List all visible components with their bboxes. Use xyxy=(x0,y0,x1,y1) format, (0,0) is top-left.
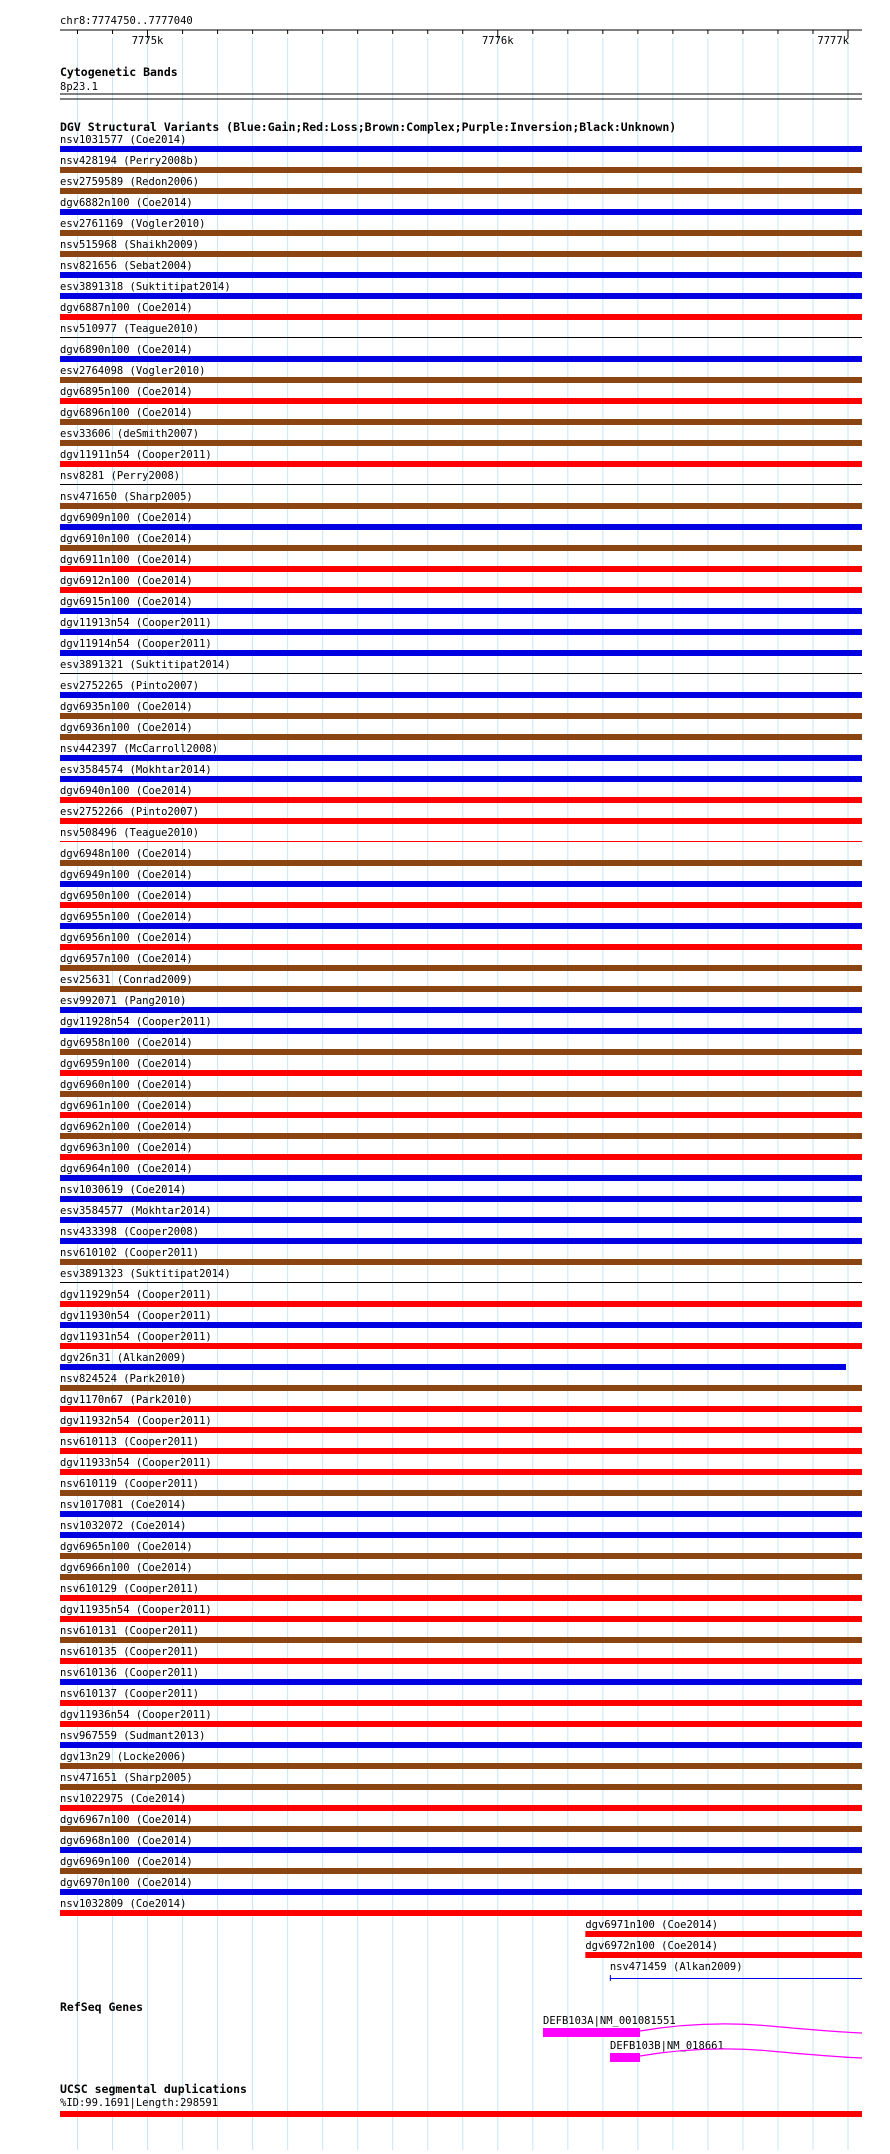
dgv-feature-bar[interactable] xyxy=(60,734,862,740)
dgv-feature-bar[interactable] xyxy=(60,503,862,509)
dgv-feature-label: dgv6958n100 (Coe2014) xyxy=(60,1037,193,1049)
dgv-feature-label: dgv6948n100 (Coe2014) xyxy=(60,848,193,860)
dgv-feature-bar[interactable] xyxy=(60,1574,862,1580)
dgv-feature-label: nsv610135 (Cooper2011) xyxy=(60,1646,200,1658)
dgv-feature-bar[interactable] xyxy=(585,1952,862,1958)
dgv-feature-bar[interactable] xyxy=(60,1217,862,1223)
dgv-feature-label: dgv6882n100 (Coe2014) xyxy=(60,197,193,209)
dgv-feature-label: nsv471651 (Sharp2005) xyxy=(60,1772,193,1784)
dgv-feature-bar[interactable] xyxy=(60,1196,862,1202)
dgv-feature-bar[interactable] xyxy=(60,293,862,299)
gene-exon-defb103a[interactable] xyxy=(543,2028,640,2037)
dgv-feature-bar[interactable] xyxy=(60,1385,862,1391)
cytoband-track xyxy=(60,65,862,99)
gene-exon-defb103b[interactable] xyxy=(610,2053,640,2062)
dgv-feature-bar[interactable] xyxy=(60,755,862,761)
dgv-feature-label: dgv6972n100 (Coe2014) xyxy=(585,1940,719,1952)
dgv-feature-bar[interactable] xyxy=(60,713,862,719)
dgv-feature-label: nsv1017081 (Coe2014) xyxy=(60,1499,187,1511)
dgv-feature-label: nsv1032072 (Coe2014) xyxy=(60,1520,187,1532)
dgv-feature-bar[interactable] xyxy=(60,1448,862,1454)
dgv-feature-bar[interactable] xyxy=(60,1511,862,1517)
dgv-feature-bar[interactable] xyxy=(60,1070,862,1076)
dgv-feature-label: dgv6968n100 (Coe2014) xyxy=(60,1835,193,1847)
dgv-feature-label: nsv442397 (McCarroll2008) xyxy=(60,743,219,755)
segdup-feature-label: %ID:99.1691|Length:298591 xyxy=(60,2097,219,2109)
dgv-feature-bar[interactable] xyxy=(60,986,862,992)
dgv-feature-bar[interactable] xyxy=(60,188,862,194)
cytoband-title: Cytogenetic Bands xyxy=(60,65,178,79)
dgv-feature-bar[interactable] xyxy=(60,356,862,362)
dgv-feature-label: nsv508496 (Teague2010) xyxy=(60,827,200,839)
dgv-feature-label: nsv610113 (Cooper2011) xyxy=(60,1436,200,1448)
dgv-feature-label: dgv6940n100 (Coe2014) xyxy=(60,785,193,797)
dgv-feature-label: dgv6956n100 (Coe2014) xyxy=(60,932,193,944)
dgv-feature-bar[interactable] xyxy=(60,337,862,338)
dgv-feature-label: dgv6961n100 (Coe2014) xyxy=(60,1100,193,1112)
dgv-feature-label: dgv6909n100 (Coe2014) xyxy=(60,512,193,524)
dgv-feature-bar[interactable] xyxy=(60,1742,862,1748)
dgv-feature-label: esv2761169 (Vogler2010) xyxy=(60,218,206,230)
dgv-feature-bar[interactable] xyxy=(60,965,862,971)
dgv-feature-label: dgv6964n100 (Coe2014) xyxy=(60,1163,193,1175)
dgv-feature-label: nsv471459 (Alkan2009) xyxy=(609,1961,743,1973)
dgv-feature-label: dgv6955n100 (Coe2014) xyxy=(60,911,193,923)
dgv-feature-label: dgv6960n100 (Coe2014) xyxy=(60,1079,193,1091)
dgv-feature-bar[interactable] xyxy=(60,1616,862,1622)
dgv-feature-label: nsv1031577 (Coe2014) xyxy=(60,134,187,146)
dgv-feature-bar[interactable] xyxy=(60,1679,862,1685)
dgv-feature-label: dgv6895n100 (Coe2014) xyxy=(60,386,193,398)
dgv-feature-label: esv2764098 (Vogler2010) xyxy=(60,365,206,377)
dgv-feature-bar[interactable] xyxy=(60,1322,862,1328)
dgv-feature-bar[interactable] xyxy=(60,230,862,236)
dgv-feature-label: dgv6962n100 (Coe2014) xyxy=(60,1121,193,1133)
dgv-feature-label: esv3891318 (Suktitipat2014) xyxy=(60,281,231,293)
dgv-feature-label: dgv6963n100 (Coe2014) xyxy=(60,1142,193,1154)
dgv-feature-bar[interactable] xyxy=(60,272,862,278)
dgv-feature-bar[interactable] xyxy=(60,1469,862,1475)
dgv-feature-bar[interactable] xyxy=(60,818,862,824)
dgv-feature-bar[interactable] xyxy=(60,1763,862,1769)
dgv-feature-label: dgv11914n54 (Cooper2011) xyxy=(60,638,212,650)
dgv-feature-label: dgv6910n100 (Coe2014) xyxy=(60,533,193,545)
dgv-feature-bar[interactable] xyxy=(60,1364,846,1370)
dgv-feature-bar[interactable] xyxy=(60,1133,862,1139)
dgv-feature-label: esv992071 (Pang2010) xyxy=(60,995,187,1007)
refseq-track xyxy=(60,2000,862,2062)
ruler-tick-label: 7777k xyxy=(817,35,849,47)
dgv-feature-label: dgv6896n100 (Coe2014) xyxy=(60,407,193,419)
dgv-feature-bar[interactable] xyxy=(60,314,862,320)
dgv-feature-label: dgv6949n100 (Coe2014) xyxy=(60,869,193,881)
dgv-feature-label: dgv6950n100 (Coe2014) xyxy=(60,890,193,902)
dgv-feature-label: esv3584577 (Mokhtar2014) xyxy=(60,1205,212,1217)
dgv-feature-label: nsv510977 (Teague2010) xyxy=(60,323,200,335)
dgv-feature-label: nsv1030619 (Coe2014) xyxy=(60,1184,187,1196)
dgv-feature-label: dgv6959n100 (Coe2014) xyxy=(60,1058,193,1070)
dgv-feature-label: esv3891321 (Suktitipat2014) xyxy=(60,659,231,671)
dgv-feature-bar[interactable] xyxy=(60,776,862,782)
dgv-feature-label: dgv11933n54 (Cooper2011) xyxy=(60,1457,212,1469)
dgv-feature-label: esv2759589 (Redon2006) xyxy=(60,176,200,188)
dgv-feature-bar[interactable] xyxy=(60,1805,862,1811)
dgv-feature-bar[interactable] xyxy=(60,692,862,698)
dgv-feature-bar[interactable] xyxy=(60,629,862,635)
dgv-feature-label: nsv967559 (Sudmant2013) xyxy=(60,1730,206,1742)
dgv-feature-bar[interactable] xyxy=(60,524,862,530)
dgv-feature-label: dgv6936n100 (Coe2014) xyxy=(60,722,193,734)
dgv-track-title: DGV Structural Variants (Blue:Gain;Red:Loss;Brown:Complex;Purple:Inversion;Black:Unknown) xyxy=(60,120,677,134)
dgv-feature-bar[interactable] xyxy=(60,1406,862,1412)
dgv-feature-bar[interactable] xyxy=(585,1931,862,1937)
dgv-feature-bar[interactable] xyxy=(60,650,862,656)
segdup-feature-bar[interactable] xyxy=(60,2111,862,2117)
dgv-feature-label: nsv821656 (Sebat2004) xyxy=(60,260,193,272)
dgv-feature-bar[interactable] xyxy=(60,566,862,572)
dgv-feature-bar[interactable] xyxy=(60,440,862,446)
dgv-feature-label: nsv1022975 (Coe2014) xyxy=(60,1793,187,1805)
dgv-feature-bar[interactable] xyxy=(60,1343,862,1349)
dgv-feature-label: nsv428194 (Perry2008b) xyxy=(60,155,200,167)
dgv-feature-label: nsv824524 (Park2010) xyxy=(60,1373,187,1385)
ruler-position: chr8:7774750..7777040 xyxy=(60,15,193,27)
dgv-feature-label: dgv11935n54 (Cooper2011) xyxy=(60,1604,212,1616)
gene-label-defb103a: DEFB103A|NM_001081551 xyxy=(543,2015,676,2027)
segdup-track xyxy=(60,2082,862,2117)
dgv-feature-label: nsv610129 (Cooper2011) xyxy=(60,1583,200,1595)
dgv-feature-bar[interactable] xyxy=(60,841,862,842)
dgv-feature-label: dgv6935n100 (Coe2014) xyxy=(60,701,193,713)
dgv-feature-bar[interactable] xyxy=(60,1301,862,1307)
dgv-feature-bar[interactable] xyxy=(60,1700,862,1706)
dgv-feature-label: dgv26n31 (Alkan2009) xyxy=(60,1352,187,1364)
dgv-feature-bar[interactable] xyxy=(60,545,862,551)
dgv-feature-label: nsv610137 (Cooper2011) xyxy=(60,1688,200,1700)
dgv-feature-bar[interactable] xyxy=(60,1868,862,1874)
dgv-partial-feature-list xyxy=(585,1919,862,1981)
dgv-feature-label: nsv610119 (Cooper2011) xyxy=(60,1478,200,1490)
dgv-feature-bar[interactable] xyxy=(60,1595,862,1601)
dgv-feature-label: dgv6887n100 (Coe2014) xyxy=(60,302,193,314)
dgv-feature-bar[interactable] xyxy=(60,484,862,485)
dgv-feature-bar[interactable] xyxy=(60,1847,862,1853)
dgv-feature-bar[interactable] xyxy=(60,923,862,929)
dgv-feature-bar[interactable] xyxy=(60,398,862,404)
dgv-feature-label: dgv11931n54 (Cooper2011) xyxy=(60,1331,212,1343)
dgv-feature-list xyxy=(60,134,862,1916)
dgv-feature-bar[interactable] xyxy=(60,1282,862,1283)
dgv-feature-bar-end xyxy=(610,1975,611,1981)
dgv-feature-label: dgv11929n54 (Cooper2011) xyxy=(60,1289,212,1301)
dgv-feature-label: esv25631 (Conrad2009) xyxy=(60,974,193,986)
dgv-feature-bar[interactable] xyxy=(60,1553,862,1559)
dgv-feature-label: dgv6969n100 (Coe2014) xyxy=(60,1856,193,1868)
dgv-feature-bar[interactable] xyxy=(60,377,862,383)
dgv-feature-label: dgv6965n100 (Coe2014) xyxy=(60,1541,193,1553)
dgv-feature-bar[interactable] xyxy=(60,1112,862,1118)
gene-label-defb103b: DEFB103B|NM_018661 xyxy=(610,2040,724,2052)
dgv-feature-bar[interactable] xyxy=(60,1028,862,1034)
dgv-feature-bar[interactable] xyxy=(60,1427,862,1433)
dgv-feature-label: dgv6911n100 (Coe2014) xyxy=(60,554,193,566)
dgv-feature-label: nsv610136 (Cooper2011) xyxy=(60,1667,200,1679)
dgv-feature-bar[interactable] xyxy=(60,881,862,887)
dgv-feature-label: dgv6967n100 (Coe2014) xyxy=(60,1814,193,1826)
ruler-tick-label: 7776k xyxy=(481,35,514,47)
dgv-feature-bar[interactable] xyxy=(60,1049,862,1055)
dgv-feature-label: dgv6890n100 (Coe2014) xyxy=(60,344,193,356)
dgv-feature-bar[interactable] xyxy=(60,673,862,674)
dgv-feature-bar[interactable] xyxy=(60,944,862,950)
dgv-feature-bar[interactable] xyxy=(60,1259,862,1265)
dgv-feature-label: dgv11932n54 (Cooper2011) xyxy=(60,1415,212,1427)
dgv-feature-bar[interactable] xyxy=(60,608,862,614)
ruler-track xyxy=(60,15,862,47)
dgv-feature-bar[interactable] xyxy=(60,167,862,173)
dgv-feature-bar[interactable] xyxy=(60,251,862,257)
dgv-feature-bar[interactable] xyxy=(60,1175,862,1181)
dgv-feature-bar[interactable] xyxy=(60,902,862,908)
refseq-track-title: RefSeq Genes xyxy=(60,2000,144,2014)
dgv-feature-bar[interactable] xyxy=(60,1784,862,1790)
dgv-feature-label: dgv11930n54 (Cooper2011) xyxy=(60,1310,212,1322)
dgv-feature-label: dgv6966n100 (Coe2014) xyxy=(60,1562,193,1574)
dgv-feature-bar[interactable] xyxy=(60,461,862,467)
dgv-feature-bar[interactable] xyxy=(60,587,862,593)
dgv-track xyxy=(60,120,862,1981)
dgv-feature-bar[interactable] xyxy=(60,146,862,152)
dgv-feature-label: dgv6957n100 (Coe2014) xyxy=(60,953,193,965)
dgv-feature-bar[interactable] xyxy=(60,797,862,803)
dgv-feature-label: esv2752266 (Pinto2007) xyxy=(60,806,200,818)
dgv-feature-bar[interactable] xyxy=(60,1826,862,1832)
dgv-feature-bar[interactable] xyxy=(60,1490,862,1496)
ruler-tick-label: 7775k xyxy=(131,35,164,47)
dgv-feature-label: dgv6971n100 (Coe2014) xyxy=(585,1919,719,1931)
segdup-track-title: UCSC segmental duplications xyxy=(60,2082,247,2096)
dgv-feature-label: dgv6912n100 (Coe2014) xyxy=(60,575,193,587)
cytoband-band-label: 8p23.1 xyxy=(60,81,98,93)
dgv-feature-bar[interactable] xyxy=(60,1910,862,1916)
dgv-feature-bar[interactable] xyxy=(60,860,862,866)
dgv-feature-bar[interactable] xyxy=(60,1154,862,1160)
dgv-feature-label: esv3891323 (Suktitipat2014) xyxy=(60,1268,231,1280)
dgv-feature-label: dgv11928n54 (Cooper2011) xyxy=(60,1016,212,1028)
dgv-feature-label: dgv11911n54 (Cooper2011) xyxy=(60,449,212,461)
dgv-feature-label: dgv11936n54 (Cooper2011) xyxy=(60,1709,212,1721)
dgv-feature-bar[interactable] xyxy=(60,1721,862,1727)
dgv-feature-label: esv2752265 (Pinto2007) xyxy=(60,680,200,692)
dgv-feature-label: dgv6915n100 (Coe2014) xyxy=(60,596,193,608)
dgv-feature-bar[interactable] xyxy=(60,209,862,215)
dgv-feature-bar[interactable] xyxy=(60,1238,862,1244)
dgv-feature-label: nsv433398 (Cooper2008) xyxy=(60,1226,200,1238)
dgv-feature-label: nsv610131 (Cooper2011) xyxy=(60,1625,200,1637)
dgv-feature-label: nsv610102 (Cooper2011) xyxy=(60,1247,200,1259)
dgv-feature-label: dgv6970n100 (Coe2014) xyxy=(60,1877,193,1889)
dgv-feature-label: nsv515968 (Shaikh2009) xyxy=(60,239,200,251)
dgv-feature-label: nsv471650 (Sharp2005) xyxy=(60,491,193,503)
dgv-feature-bar[interactable] xyxy=(610,1978,862,1979)
dgv-feature-bar[interactable] xyxy=(60,1532,862,1538)
dgv-feature-label: esv33606 (deSmith2007) xyxy=(60,428,200,440)
dgv-feature-label: nsv8281 (Perry2008) xyxy=(60,470,181,482)
dgv-feature-bar[interactable] xyxy=(60,1007,862,1013)
dgv-feature-bar[interactable] xyxy=(60,1658,862,1664)
dgv-feature-label: nsv1032809 (Coe2014) xyxy=(60,1898,187,1910)
ruler-tick-labels xyxy=(132,35,850,47)
dgv-feature-bar[interactable] xyxy=(60,1637,862,1643)
dgv-feature-label: dgv1170n67 (Park2010) xyxy=(60,1394,193,1406)
dgv-feature-label: dgv13n29 (Locke2006) xyxy=(60,1751,187,1763)
dgv-feature-label: esv3584574 (Mokhtar2014) xyxy=(60,764,212,776)
dgv-feature-bar[interactable] xyxy=(60,419,862,425)
ruler-ticks xyxy=(78,30,848,38)
dgv-feature-bar[interactable] xyxy=(60,1091,862,1097)
dgv-feature-label: dgv11913n54 (Cooper2011) xyxy=(60,617,212,629)
dgv-feature-bar[interactable] xyxy=(60,1889,862,1895)
